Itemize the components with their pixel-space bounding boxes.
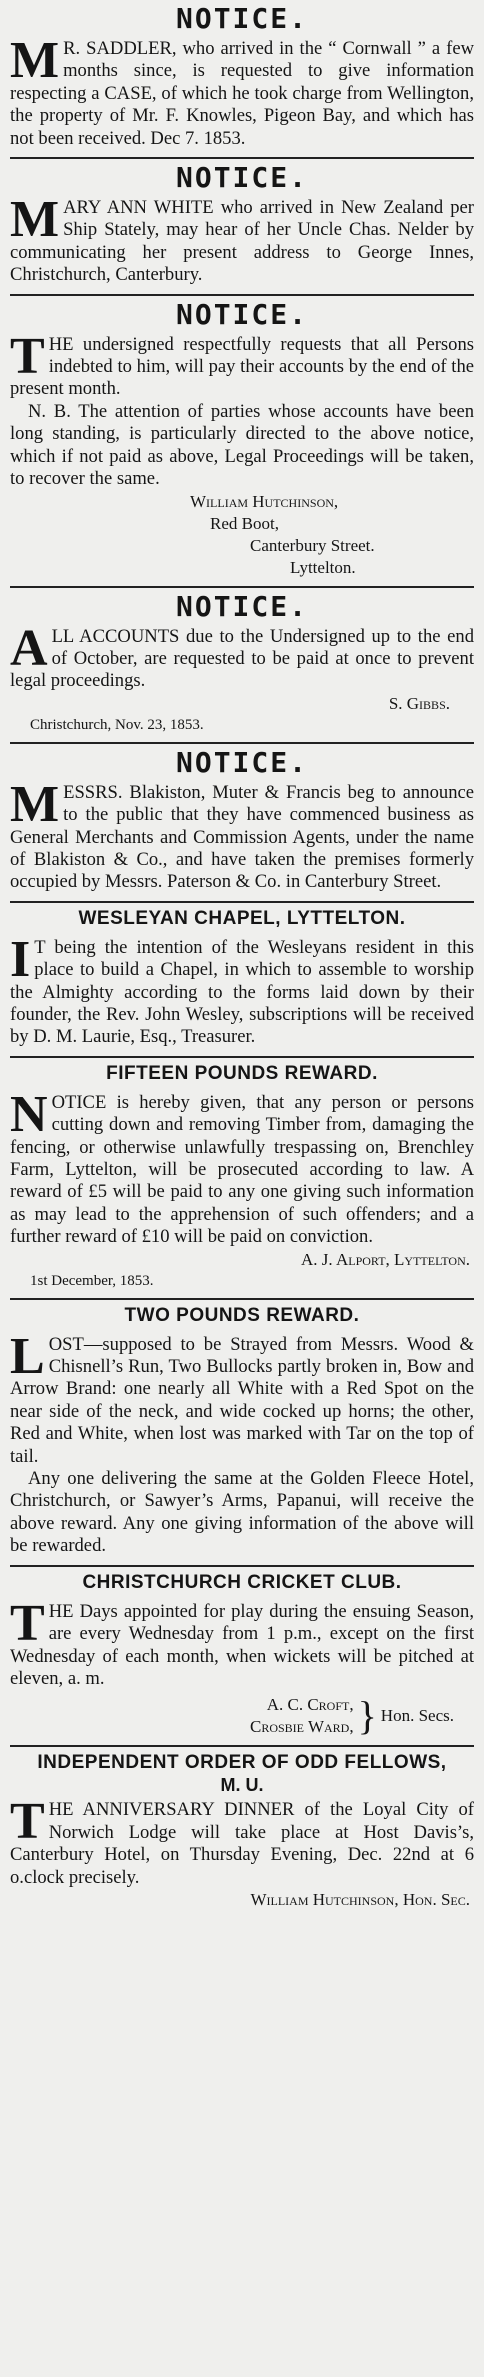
divider	[10, 1056, 474, 1058]
secretary-name: Crosbie Ward,	[250, 1717, 354, 1737]
drop-capital: T	[10, 327, 45, 385]
notice-text: ESSRS. Blakiston, Muter & Francis beg to announce to the public that they have commenced business as General Merchants and Commission Agents, under the name of Blakiston & Co., and have taken the premises formerly occupied by Messrs. Paterson & Co. in Canterbury Street.	[10, 781, 474, 893]
divider	[10, 901, 474, 903]
notice-heading: TWO POUNDS REWARD.	[124, 1304, 360, 1326]
signature: S. Gibbs.	[388, 693, 450, 713]
notice-text: R. SADDLER, who arrived in the “ Cornwall ” a few months since, is requested to give information respecting a CASE, of which he took charge from Wellington, the property of Mr. F. Knowles, Pigeon Bay, and which has not been received. Dec 7. 1853.	[10, 38, 474, 149]
notice-text: OST—supposed to be Strayed from Messrs. Wood & Chisnell’s Run, Two Bullocks partly broken in, Bow and Arrow Brand: one nearly all White with a Red Spot on the near side of the neck, and wide cocked up horns; the other, Red and White, when lost was marked with Tar on the top of tail.	[10, 1333, 474, 1467]
notice-heading: NOTICE.	[175, 589, 308, 623]
notice-body	[10, 619, 474, 693]
address-line: Lyttelton.	[290, 557, 356, 577]
notice-body	[10, 1793, 474, 1889]
drop-capital: M	[10, 32, 60, 89]
notice-heading: INDEPENDENT ORDER OF ODD FELLOWS,	[37, 1752, 447, 1774]
notice-gibbs	[10, 589, 474, 735]
address-line: Canterbury Street.	[250, 535, 375, 555]
notice-text: HE ANNIVERSARY DINNER of the Loyal City of Norwich Lodge will take place at Host Davis’s, Canterbury Hotel, on Thursday Evening, Dec. 22nd at 6 o.clock precisely.	[10, 1799, 474, 1888]
notice-odd-fellows	[10, 1751, 474, 1911]
drop-capital: L	[10, 1327, 45, 1385]
notice-heading: NOTICE.	[175, 2, 308, 35]
divider	[10, 1565, 474, 1567]
notice-text: HE undersigned respectfully requests that all Persons indebted to him, will pay their accounts by the end of the present month.	[10, 333, 474, 400]
dateline: Christchurch, Nov. 23, 1853.	[30, 716, 204, 733]
notice-text: ARY ANN WHITE who arrived in New Zealand per Ship Stately, may hear of her Uncle Chas. Nelder by communicating her present address to George Innes, Christchurch, Canterbury.	[10, 197, 474, 286]
notice-heading: NOTICE.	[175, 161, 308, 195]
secretaries-block	[10, 1694, 474, 1738]
divider	[10, 157, 474, 159]
drop-capital: A	[10, 619, 48, 677]
divider	[10, 1745, 474, 1747]
notice-two-pounds-reward	[10, 1304, 474, 1558]
notice-heading: FIFTEEN POUNDS REWARD.	[106, 1062, 378, 1084]
notice-body	[10, 1327, 474, 1558]
notice-blakiston	[10, 745, 474, 894]
drop-capital: M	[10, 775, 60, 833]
notice-text-continued: Any one delivering the same at the Golden Fleece Hotel, Christchurch, or Sawyer’s Arms, Papanui, will receive the above reward. Any one giving information of the above will be rewarded.	[10, 1468, 474, 1557]
notice-text: OTICE is hereby given, that any person or persons cutting down and removing Timber from, damaging the fencing, or otherwise unlawfully trespassing on, Brenchley Farm, Lyttelton, will be prosecuted according to law. A reward of £5 will be paid to any one giving such information as may lead to the apprehension of such offenders; and a further reward of £10 will be paid on conviction.	[10, 1091, 474, 1248]
secretary-name: A. C. Croft,	[266, 1695, 354, 1715]
notice-body	[10, 327, 474, 491]
notice-body	[10, 32, 474, 150]
notice-text: LL ACCOUNTS due to the Undersigned up to the end of October, are requested to be paid at once to prevent legal proceedings.	[10, 625, 474, 692]
notice-subheading: M. U.	[220, 1775, 264, 1796]
brace: }	[357, 1693, 377, 1739]
drop-capital: N	[10, 1085, 48, 1143]
signature: William Hutchinson,	[190, 491, 339, 511]
secretary-title: Hon. Secs.	[380, 1706, 454, 1726]
notice-heading: NOTICE.	[175, 297, 308, 331]
notice-heading: WESLEYAN CHAPEL, LYTTELTON.	[78, 907, 406, 929]
notice-wesleyan-chapel	[10, 907, 474, 1049]
divider	[10, 586, 474, 588]
drop-capital: M	[10, 191, 60, 249]
divider	[10, 1298, 474, 1300]
drop-capital: I	[10, 930, 31, 988]
notice-heading: NOTICE.	[175, 745, 308, 779]
address-line: Red Boot,	[210, 513, 279, 533]
notice-body	[10, 191, 474, 287]
drop-capital: T	[10, 1793, 45, 1851]
notice-hutchinson-accounts	[10, 297, 474, 579]
notice-body	[10, 1594, 474, 1691]
drop-capital: T	[10, 1594, 45, 1652]
secretary-names	[250, 1694, 354, 1738]
signature: A. J. Alport, Lyttelton.	[301, 1249, 470, 1269]
dateline: 1st December, 1853.	[30, 1272, 154, 1289]
divider	[10, 294, 474, 296]
notice-saddler	[10, 4, 474, 150]
signature: William Hutchinson, Hon. Sec.	[250, 1889, 470, 1909]
notice-body	[10, 775, 474, 894]
notice-fifteen-pounds-reward	[10, 1062, 474, 1291]
notice-text: T being the intention of the Wesleyans resident in this place to build a Chapel, in which to assemble to worship the Almighty according to the forms laid down by their founder, the Rev. John Wesley, subscriptions will be received by D. M. Laurie, Esq., Treasurer.	[10, 936, 474, 1048]
notice-text: HE Days appointed for play during the ensuing Season, are every Wednesday from 1 p.m., except on the first Wednesday of each month, when wickets will be pitched at eleven, a. m.	[10, 1600, 474, 1689]
notice-body	[10, 930, 474, 1049]
notice-nb: N. B. The attention of parties whose accounts have been long standing, is particularly directed to the above notice, which if not paid as above, Legal Proceedings will be taken, to recover the same.	[10, 400, 474, 490]
notice-heading: CHRISTCHURCH CRICKET CLUB.	[82, 1571, 402, 1593]
notice-cricket-club	[10, 1571, 474, 1739]
notice-body	[10, 1085, 474, 1249]
notice-mary-ann-white	[10, 163, 474, 287]
divider	[10, 742, 474, 744]
